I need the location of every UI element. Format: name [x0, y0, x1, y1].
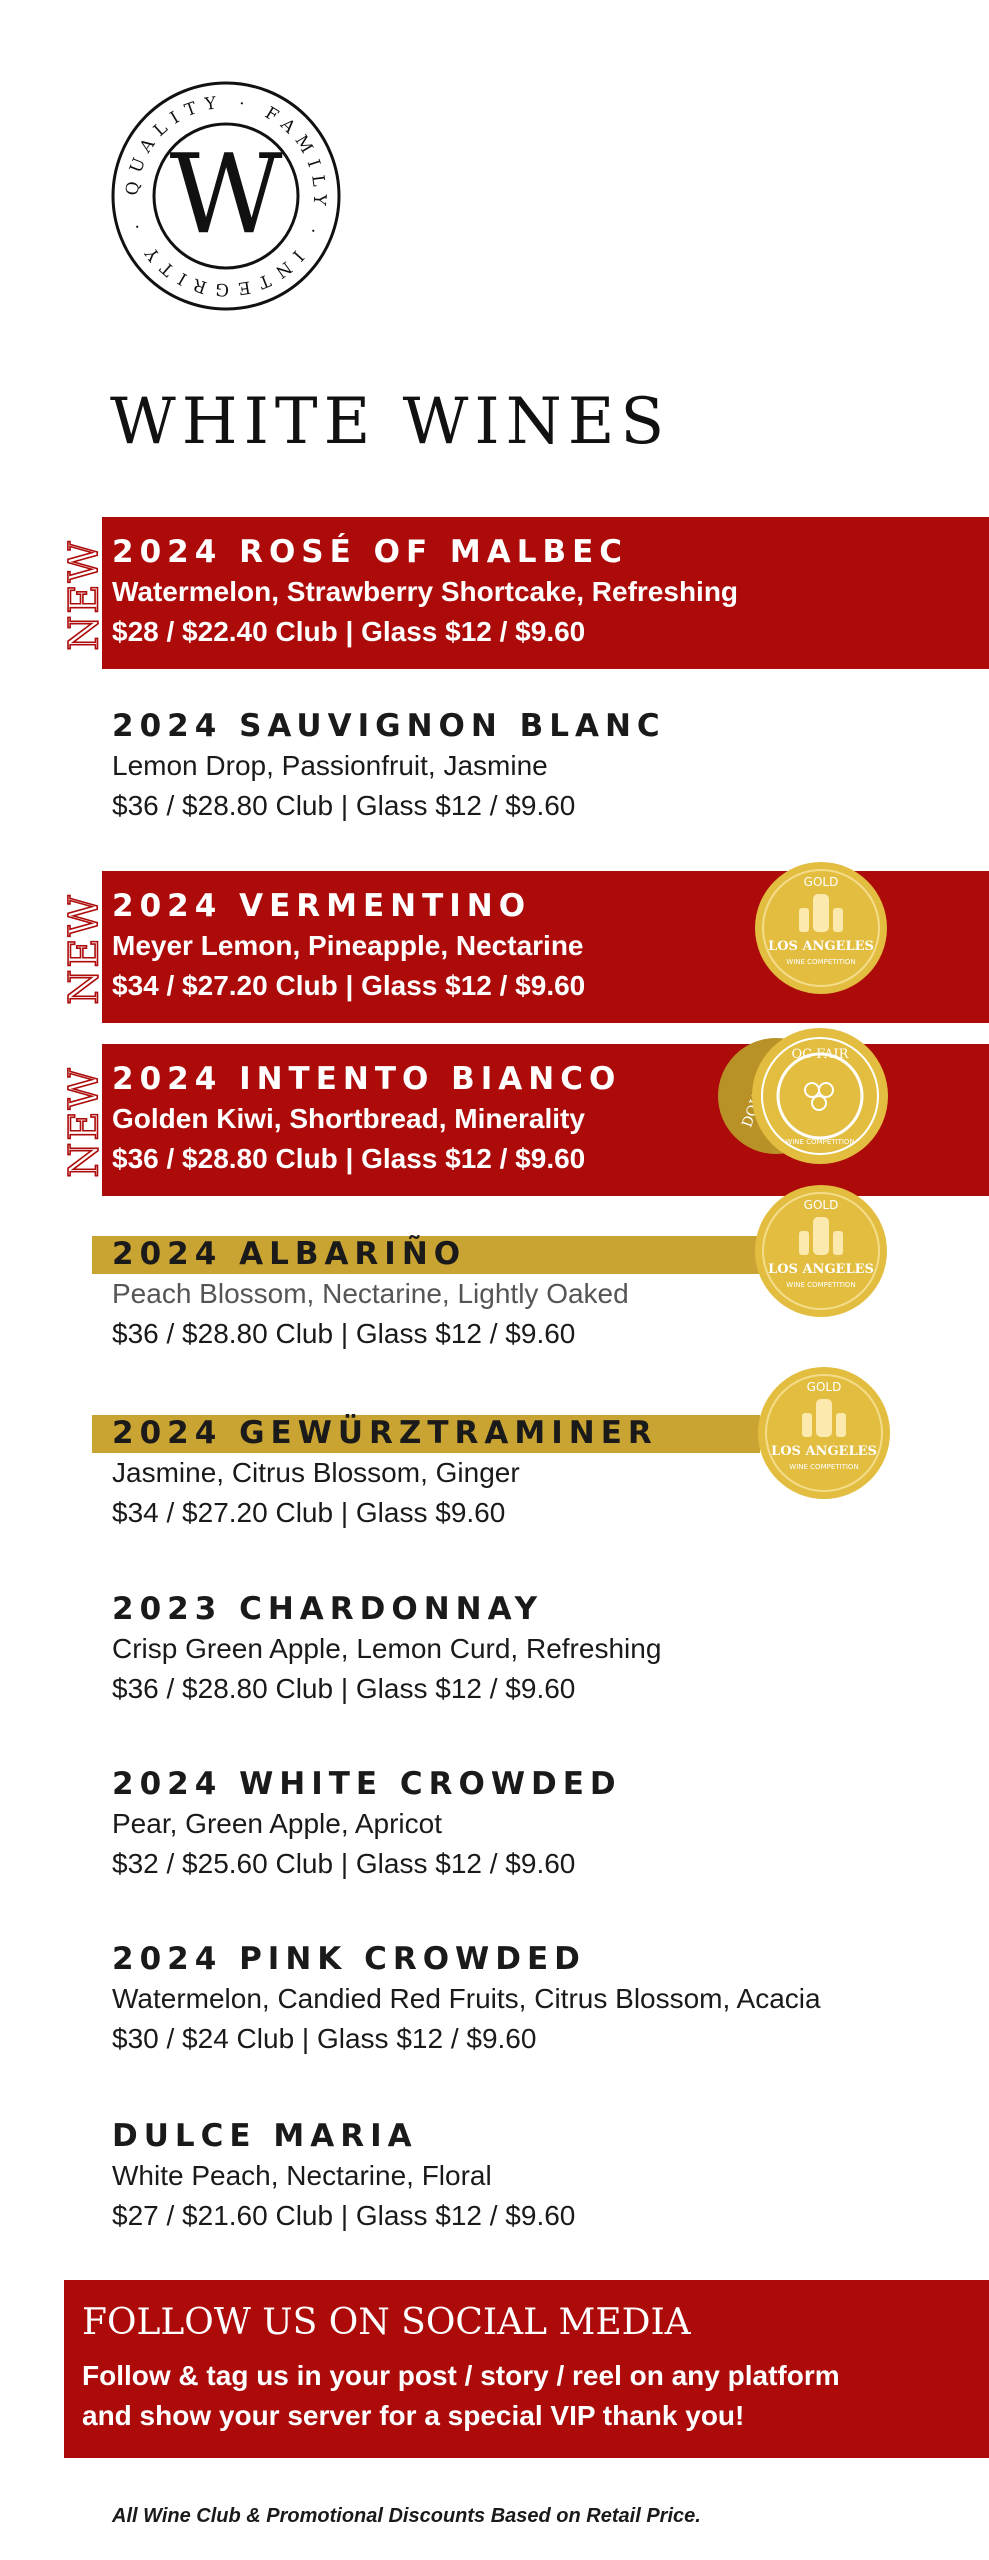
wine-price: $36 / $28.80 Club | Glass $12 / $9.60	[112, 1318, 576, 1349]
wine-notes: Meyer Lemon, Pineapple, Nectarine	[112, 930, 584, 961]
wine-item	[112, 1059, 621, 1179]
new-badge: NEW	[62, 893, 108, 1005]
new-badge: NEW	[62, 539, 108, 651]
wine-notes: Lemon Drop, Passionfruit, Jasmine	[112, 750, 548, 781]
wine-name: 2024 PINK CROWDED	[112, 1941, 586, 1977]
svg-text:LOS ANGELES: LOS ANGELES	[768, 1262, 874, 1277]
wine-name: 2024 GEWÜRZTRAMINER	[112, 1415, 658, 1451]
svg-text:GOLD: GOLD	[806, 1380, 842, 1394]
svg-text:OC FAIR: OC FAIR	[791, 1047, 849, 1062]
wine-notes: Watermelon, Strawberry Shortcake, Refreshing	[112, 576, 739, 607]
double-gold-medal-icon	[716, 1024, 894, 1168]
gold-medal-icon	[753, 1183, 889, 1319]
winery-logo	[110, 80, 342, 312]
wine-price: $27 / $21.60 Club | Glass $12 / $9.60	[112, 2200, 576, 2231]
wine-item	[112, 886, 585, 1006]
wine-item	[112, 1234, 629, 1354]
wine-price: $36 / $28.80 Club | Glass $12 / $9.60	[112, 790, 576, 821]
svg-text:GOLD: GOLD	[803, 875, 839, 889]
wine-notes: Jasmine, Citrus Blossom, Ginger	[112, 1457, 520, 1488]
logo-ring-text: QUALITY · FAMILY · INTEGRITY ·	[122, 92, 330, 300]
new-badge: NEW	[62, 1066, 108, 1178]
svg-text:GOLD: GOLD	[803, 1198, 839, 1212]
wine-name: 2024 WHITE CROWDED	[112, 1766, 622, 1802]
wine-price: $36 / $28.80 Club | Glass $12 / $9.60	[112, 1673, 576, 1704]
wine-name: 2024 ROSÉ OF MALBEC	[112, 534, 629, 570]
social-media-banner	[64, 2280, 989, 2458]
social-heading: FOLLOW US ON SOCIAL MEDIA	[82, 2302, 691, 2343]
wine-price: $30 / $24 Club | Glass $12 / $9.60	[112, 2023, 537, 2054]
social-line-1: Follow & tag us in your post / story / reel on any platform	[82, 2360, 840, 2391]
svg-text:WINE COMPETITION: WINE COMPETITION	[786, 958, 856, 966]
wine-item	[112, 1589, 661, 1709]
social-message	[82, 2356, 840, 2436]
wine-price: $34 / $27.20 Club | Glass $12 / $9.60	[112, 970, 586, 1001]
svg-text:WINE COMPETITION: WINE COMPETITION	[786, 1281, 856, 1289]
wine-name: 2024 INTENTO BIANCO	[112, 1061, 622, 1097]
wine-item	[112, 1939, 821, 2059]
wine-item	[112, 1413, 658, 1533]
wine-notes: Watermelon, Candied Red Fruits, Citrus Blossom, Acacia	[112, 1983, 821, 2014]
wine-item	[112, 1764, 622, 1884]
wine-name: 2024 SAUVIGNON BLANC	[112, 708, 666, 744]
wine-notes: Peach Blossom, Nectarine, Lightly Oaked	[112, 1278, 629, 1309]
wine-price: $28 / $22.40 Club | Glass $12 / $9.60	[112, 616, 586, 647]
logo-letter: W	[169, 130, 283, 258]
wine-notes: White Peach, Nectarine, Floral	[112, 2160, 492, 2191]
wine-notes: Pear, Green Apple, Apricot	[112, 1808, 442, 1839]
svg-text:WINE COMPETITION: WINE COMPETITION	[789, 1463, 859, 1471]
gold-medal-icon	[756, 1365, 892, 1501]
page-title: WHITE WINES	[110, 385, 671, 459]
wine-name: 2024 ALBARIÑO	[112, 1236, 467, 1272]
wine-name: 2023 CHARDONNAY	[112, 1591, 544, 1627]
gold-medal-icon	[753, 860, 889, 996]
wine-item	[112, 706, 666, 826]
social-line-2: and show your server for a special VIP thank you!	[82, 2400, 745, 2431]
wine-price: $34 / $27.20 Club | Glass $9.60	[112, 1497, 506, 1528]
wine-price: $32 / $25.60 Club | Glass $12 / $9.60	[112, 1848, 576, 1879]
wine-name: DULCE MARIA	[112, 2118, 418, 2154]
discount-footnote: All Wine Club & Promotional Discounts Based on Retail Price.	[112, 2505, 701, 2527]
wine-name: 2024 VERMENTINO	[112, 888, 532, 924]
svg-text:WINE COMPETITION: WINE COMPETITION	[785, 1138, 855, 1146]
wine-item	[112, 2116, 575, 2236]
wine-notes: Golden Kiwi, Shortbread, Minerality	[112, 1103, 585, 1134]
wine-item	[112, 532, 738, 652]
wine-price: $36 / $28.80 Club | Glass $12 / $9.60	[112, 1143, 586, 1174]
svg-text:LOS ANGELES: LOS ANGELES	[768, 939, 874, 954]
svg-text:LOS ANGELES: LOS ANGELES	[771, 1444, 877, 1459]
wine-notes: Crisp Green Apple, Lemon Curd, Refreshing	[112, 1633, 662, 1664]
